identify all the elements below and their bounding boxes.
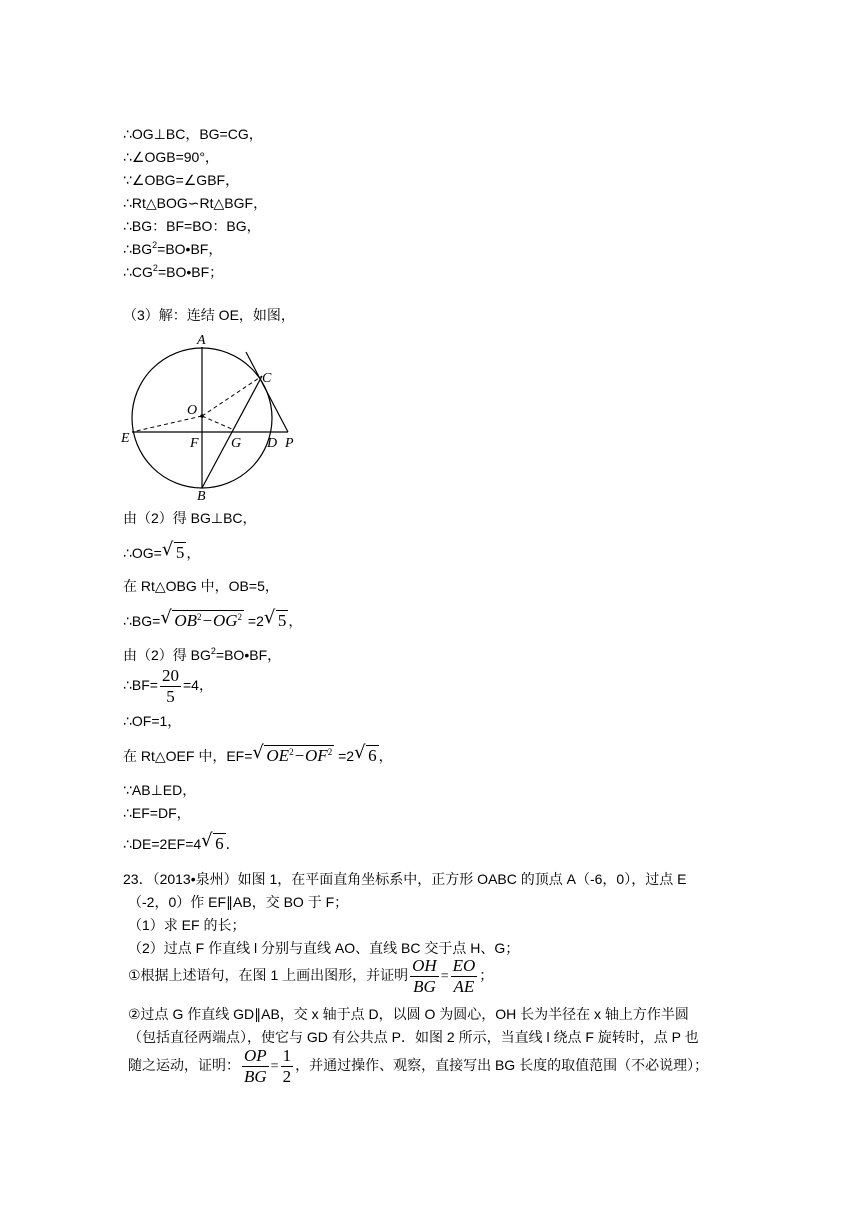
dashed-oc: [202, 376, 262, 416]
tangent-line: [246, 352, 288, 432]
proof-line-bg-squared: $\therefore BG^2=BO•BF$，: [123, 240, 223, 257]
label-b: B: [197, 489, 206, 502]
sol-line-10: ∴EF=DF，: [123, 805, 191, 821]
q23-line-8: 随之运动，证明： $\frac{OP}{BG}$ = $\frac{1}{2}$ ，并通过操作、观察，直接写出 BG 长度的取值范围（不必说理）；: [128, 1046, 709, 1086]
q23-line-5: ①根据上述语句，在图 1 上画出图形，并证明 $\frac{OH}{BG}$ = $\frac{EO}{AE}$ ；: [128, 956, 494, 996]
label-o: O: [187, 403, 198, 418]
label-d: D: [267, 436, 278, 451]
sol-line-bg: ∴BG= √ $OB^2-OG^2 =2$ √ 5 ，: [123, 607, 303, 630]
label-g: G: [231, 436, 242, 451]
sol-line-5: 由（2）得 $BG^2=BO•BF$，: [123, 646, 282, 663]
sol-line-ef: 在 Rt△OEF 中，EF= √ $OE^2-OF^2 =2$ √ 6 ，: [123, 742, 393, 765]
sol-line-de: ∴DE=2EF=4 √ 6 ．: [123, 830, 240, 853]
q23-line-2: （-2，0）作 EF∥AB，交 BO 于 F；: [128, 894, 349, 910]
label-p: P: [285, 436, 294, 451]
q23-line-6: ②过点 G 作直线 GD∥AB，交 x 轴于点 D，以圆 O 为圆心，OH 长为半径在 x 轴上方作半圆: [128, 1006, 689, 1022]
circle-figure: [118, 330, 308, 502]
q23-line-4: （2）过点 F 作直线 l 分别与直线 AO、直线 BC 交于点 H、G；: [128, 940, 520, 956]
part3-intro: （3）解：连结 OE，如图，: [123, 307, 295, 323]
sol-line-9: ∵AB⊥ED，: [123, 782, 197, 798]
sol-line-1: 由（2）得 BG⊥BC，: [123, 510, 257, 526]
proof-line-cg-squared: $\therefore CG^2=BO•BF$；: [123, 263, 224, 280]
proof-line-3: ∵∠OBG=∠GBF，: [123, 172, 240, 188]
center-point: [200, 414, 204, 418]
label-e: E: [121, 431, 130, 446]
sol-line-3: 在 Rt△OBG 中，OB=5，: [123, 578, 279, 594]
proof-line-1: ∴OG⊥BC，BG=CG，: [123, 126, 263, 142]
sol-line-bf: ∴BF= $\frac{20}{5}$ =4，: [123, 666, 213, 706]
dashed-oe: [132, 416, 202, 432]
label-c: C: [262, 371, 272, 386]
sol-line-og: ∴OG= √ 5 ，: [123, 539, 201, 562]
proof-line-2: ∴∠OGB=90°，: [123, 149, 219, 165]
proof-line-4: ∴Rt△BOG∽Rt△BGF，: [123, 195, 268, 211]
dashed-og: [202, 416, 234, 430]
label-a: A: [197, 333, 206, 348]
proof-line-5: ∴BG：BF=BO：BG，: [123, 218, 261, 234]
sol-line-7: ∴OF=1，: [123, 713, 182, 729]
q23-line-3: （1）求 EF 的长；: [128, 917, 246, 933]
label-f: F: [190, 436, 199, 451]
q23-line-7: （包括直径两端点），使它与 GD 有公共点 P．如图 2 所示，当直线 l 绕点 F 旋转时，点 P 也: [128, 1029, 699, 1045]
q23-line-1: 23．（2013•泉州）如图 1，在平面直角坐标系中，正方形 OABC 的顶点 A（-6，0），过点 E: [123, 871, 687, 887]
